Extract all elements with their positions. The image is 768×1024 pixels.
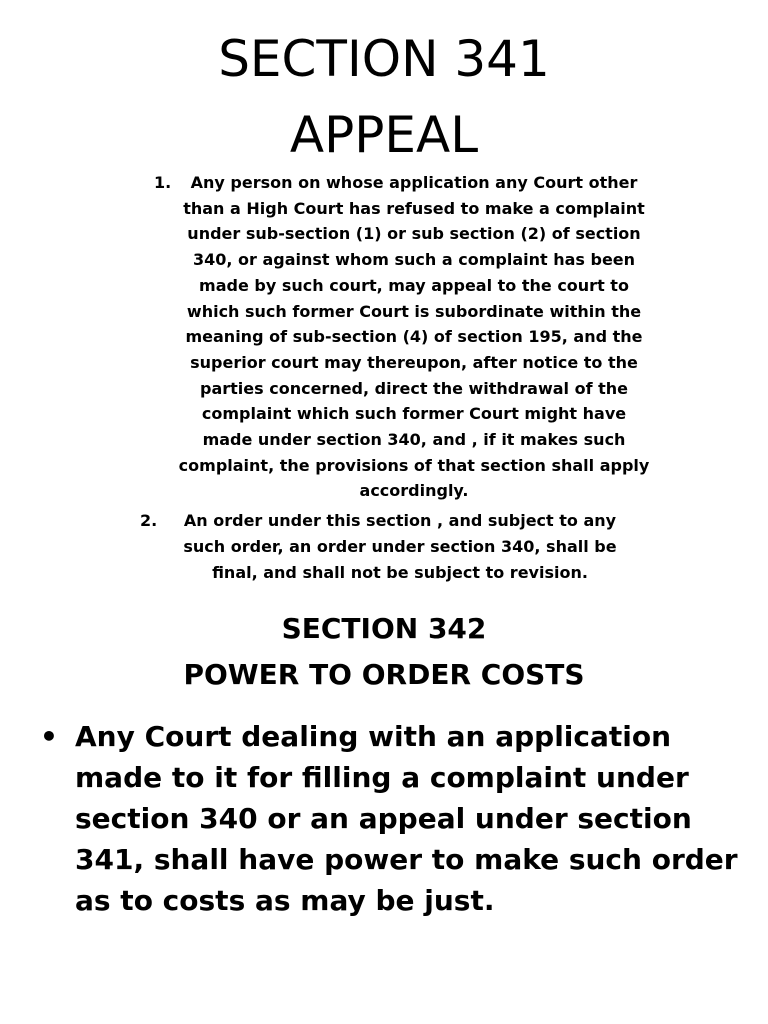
section-342-heading: SECTION 342 <box>281 612 487 645</box>
list-item-number: 1. <box>154 173 172 192</box>
section-342-subheading: POWER TO ORDER COSTS <box>183 658 585 691</box>
bullet-icon: • <box>40 720 58 753</box>
section-342-bullet <box>40 716 740 921</box>
list-item-text: An order under this section , and subject to any such order, an order under section 340, shall be final, and shall not be subject to revision. <box>183 511 617 582</box>
list-item <box>140 508 670 585</box>
list-item-number: 2. <box>140 511 158 531</box>
bullet-text: Any Court dealing with an application made to it for filling a complaint under section 340 or an appeal under section 341, shall have power to make such order as to costs as may be just. <box>75 720 738 917</box>
section-341-title: SECTION 341 <box>218 30 550 88</box>
section-341-subtitle: APPEAL <box>289 106 479 164</box>
list-item <box>140 170 670 504</box>
section-341-list <box>140 170 670 585</box>
list-item-text: Any person on whose application any Court other than a High Court has refused to make a complaint under sub-section (1) or sub section (2) of section 340, or against whom such a complaint has been made by such court, may appeal to the court to which such former Court is subordinate within the meaning of sub-section (4) of section 195, and the superior court may thereupon, after notice to the parties concerned, direct the withdrawal of the complaint which such former Court might have made under section 340, and , if it makes such complaint, the provisions of that section shall apply accordingly. <box>178 173 650 501</box>
